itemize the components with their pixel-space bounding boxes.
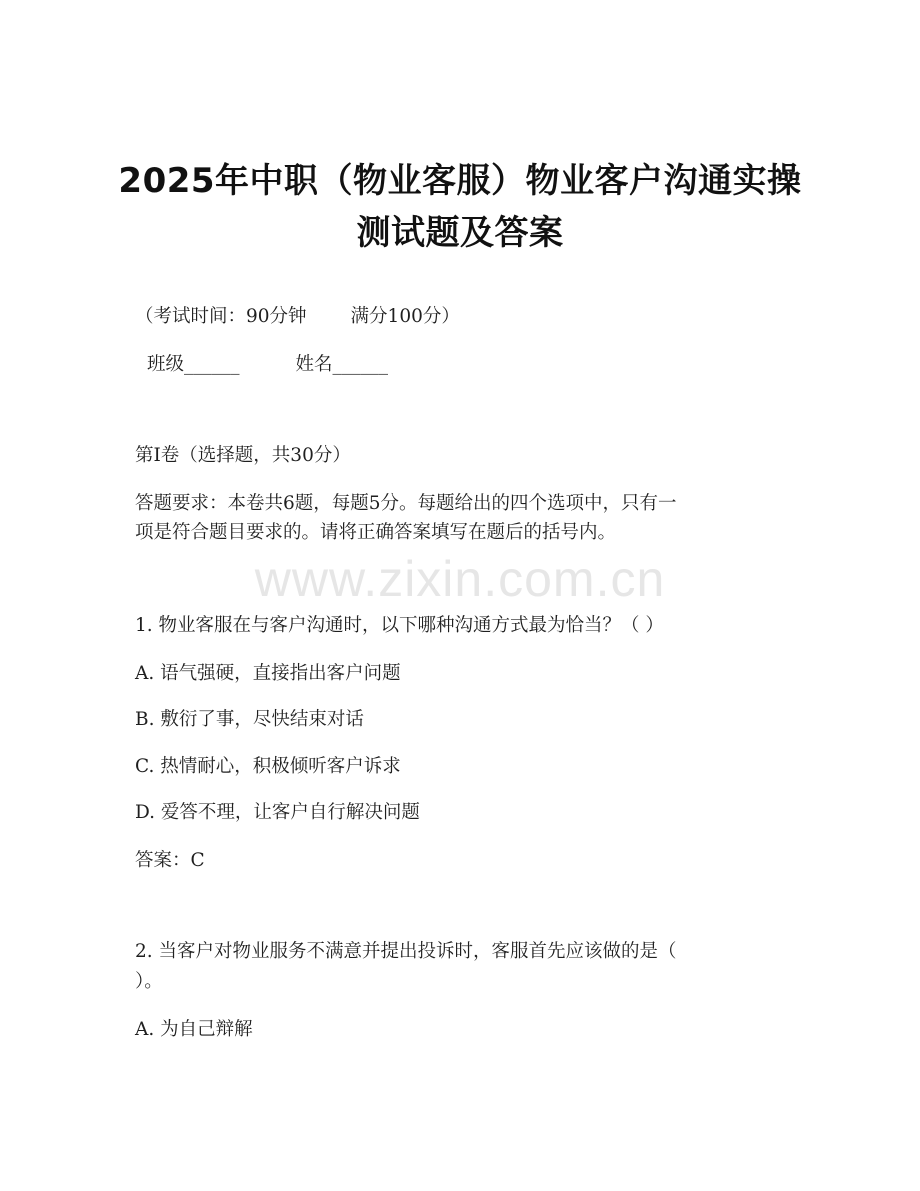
- page-title-line-1: 2025年中职（物业客服）物业客户沟通实操: [118, 161, 802, 201]
- exam-info: [135, 302, 460, 328]
- question-1-option-a: A. 语气强硬，直接指出客户问题: [135, 663, 401, 684]
- class-field: 班级______: [147, 354, 240, 375]
- question-1-answer: 答案：C: [135, 850, 205, 871]
- question-1-option-d: D. 爱答不理，让客户自行解决问题: [135, 802, 420, 823]
- watermark: www.zixin.com.cn: [254, 551, 666, 607]
- question-2-stem-line-1: 2. 当客户对物业服务不满意并提出投诉时，客服首先应该做的是（: [135, 941, 677, 962]
- page-title-line-2: 测试题及答案: [356, 213, 564, 253]
- exam-time: （考试时间：90分钟: [135, 306, 307, 327]
- student-info: [147, 350, 388, 376]
- question-2-option-a: A. 为自己辩解: [135, 1019, 253, 1040]
- question-1-option-c: C. 热情耐心，积极倾听客户诉求: [135, 756, 401, 777]
- requirement-line-1: 答题要求：本卷共6题，每题5分。每题给出的四个选项中，只有一: [135, 493, 677, 514]
- question-1-option-b: B. 敷衍了事，尽快结束对话: [135, 709, 364, 730]
- question-1-stem: 1. 物业客服在与客户沟通时，以下哪种沟通方式最为恰当？（ ）: [135, 615, 664, 636]
- question-2-stem-line-2: ）。: [135, 971, 163, 992]
- requirement-line-2: 项是符合题目要求的。请将正确答案填写在题后的括号内。: [135, 522, 617, 543]
- section-title: 第Ⅰ卷（选择题，共30分）: [135, 445, 351, 466]
- name-field: 姓名______: [295, 354, 389, 375]
- full-score: 满分100分）: [350, 306, 460, 327]
